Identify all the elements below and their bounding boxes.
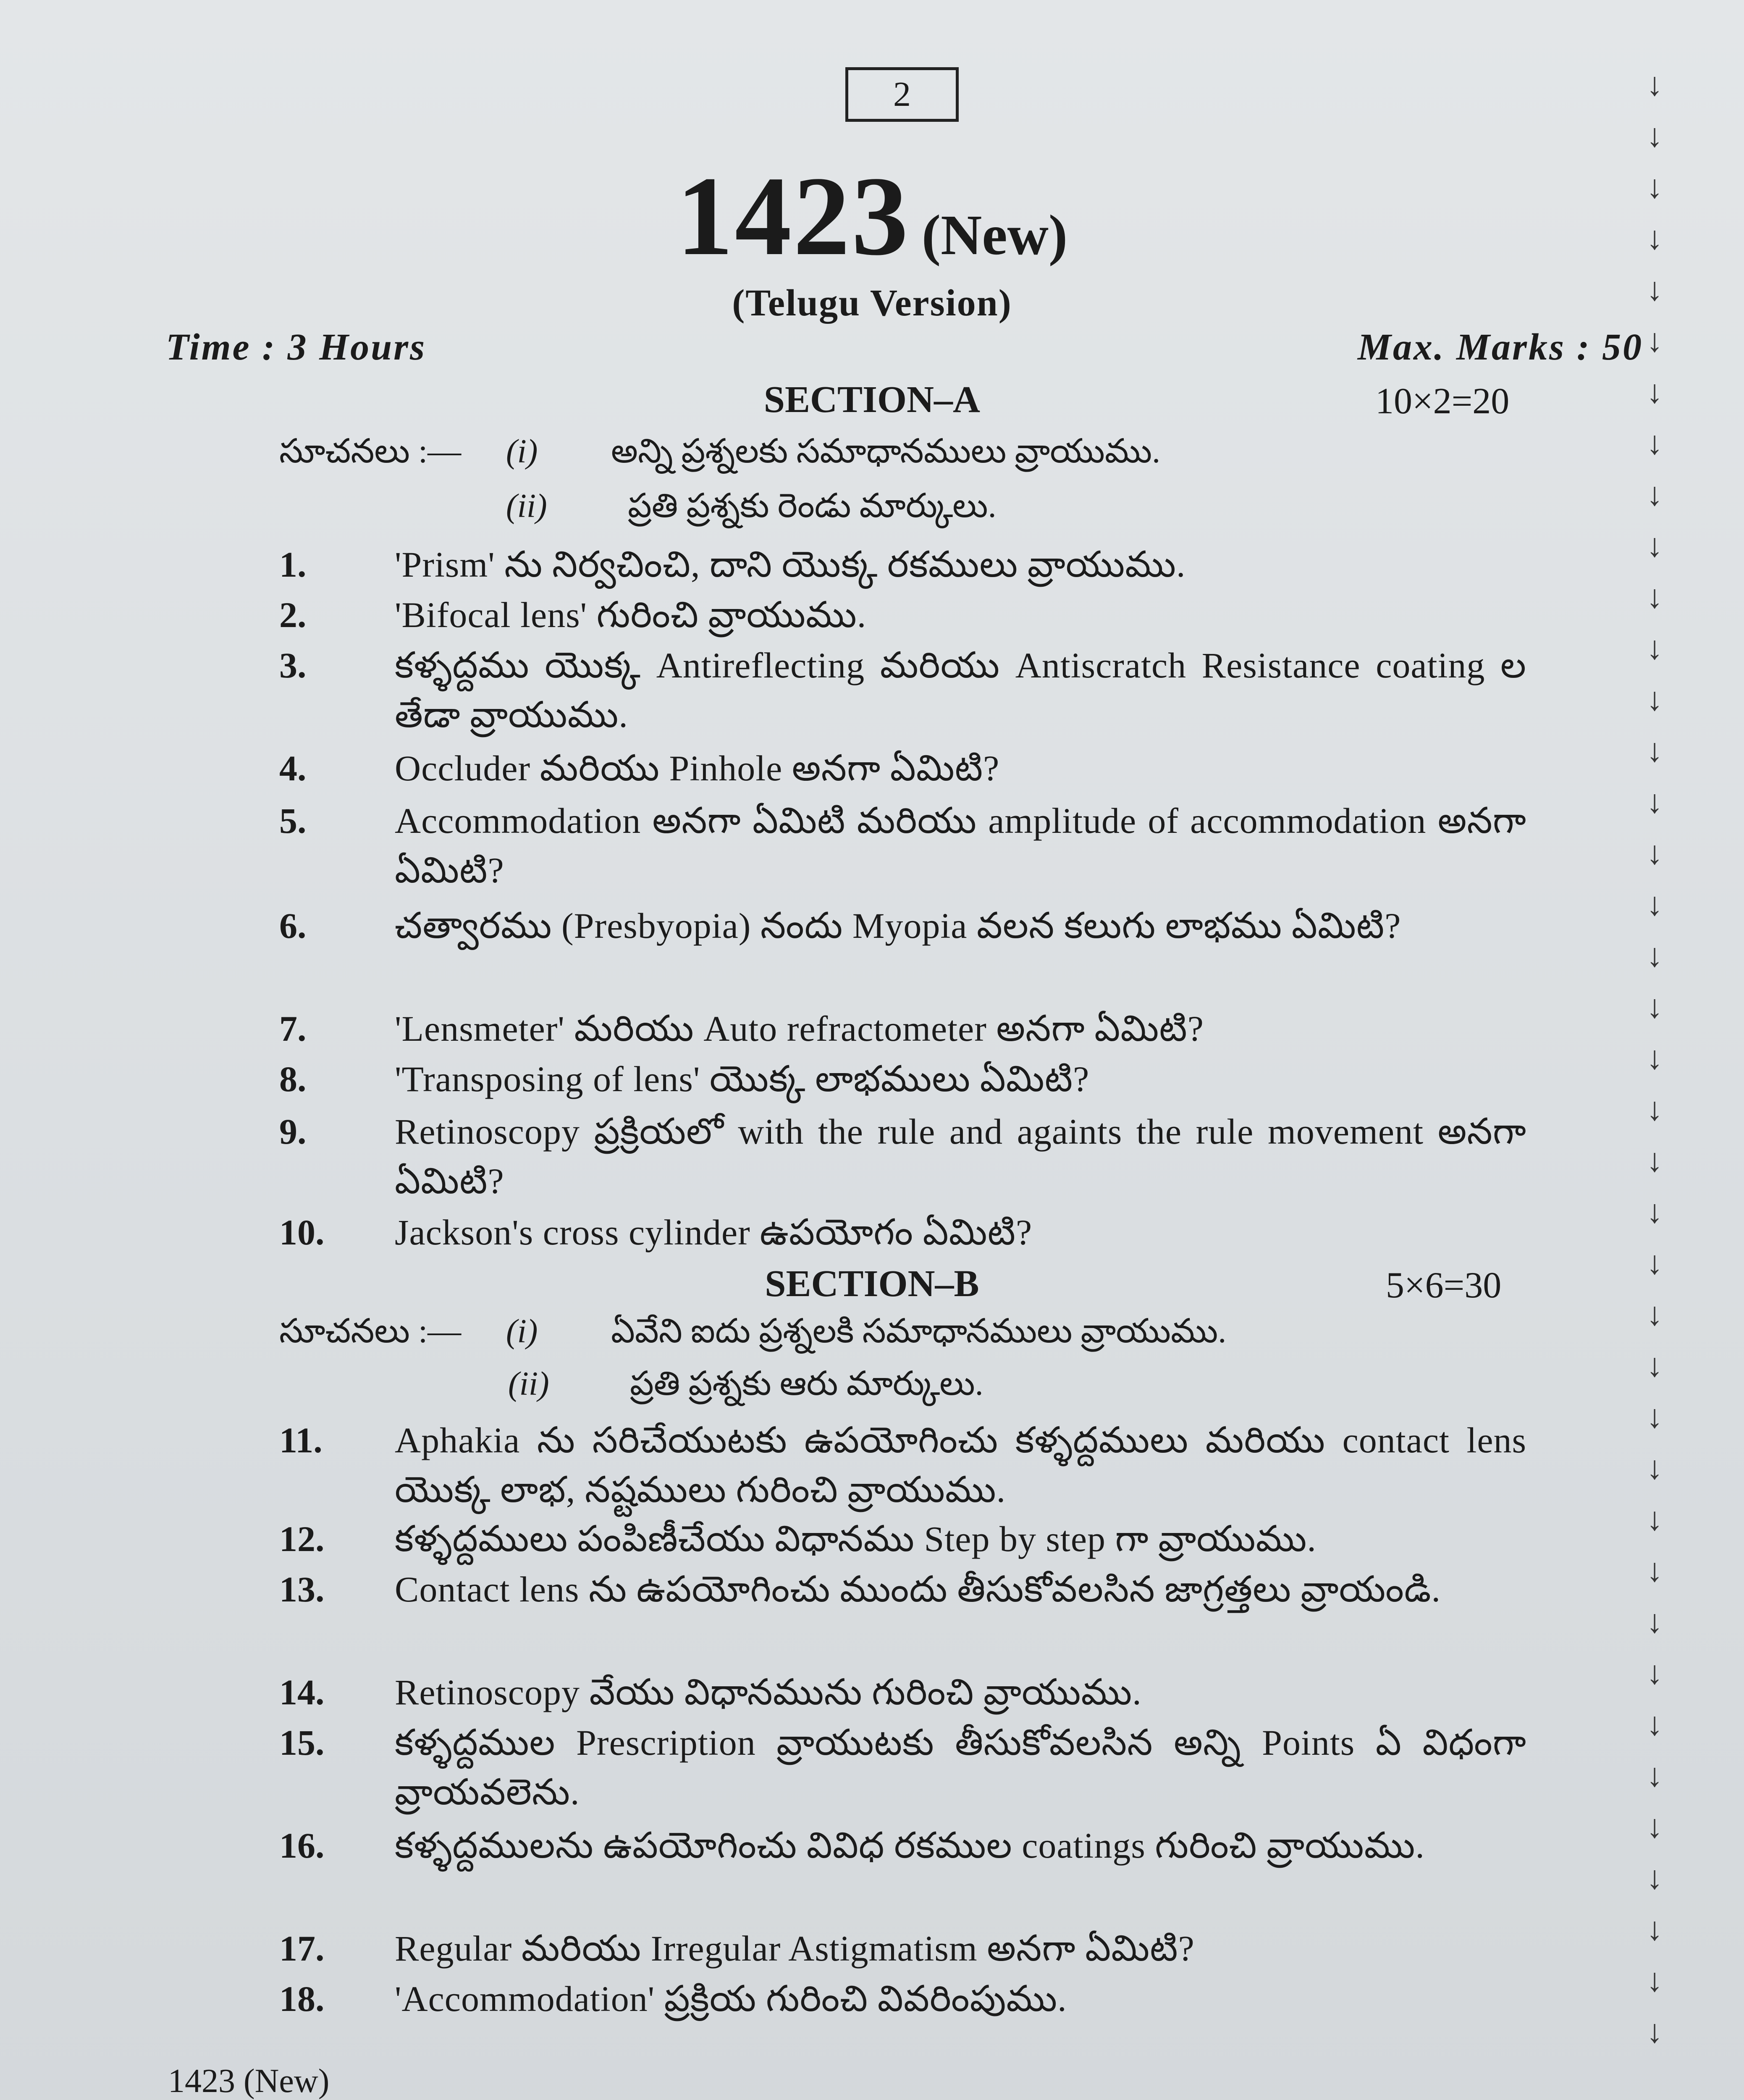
question-12 xyxy=(279,1514,1526,1564)
down-arrow-icon: ↓ xyxy=(1646,476,1663,512)
question-number: 3. xyxy=(279,645,307,685)
down-arrow-icon: ↓ xyxy=(1646,1091,1663,1127)
down-arrow-icon: ↓ xyxy=(1646,117,1663,154)
question-8 xyxy=(279,1054,1526,1104)
question-number: 6. xyxy=(279,906,307,946)
question-text: కళ్ళద్దములను ఉపయోగించు వివిధ రకముల coatings గురించి వ్రాయుము. xyxy=(395,1825,1425,1866)
question-1 xyxy=(279,540,1526,589)
question-number: 7. xyxy=(279,1008,307,1049)
down-arrow-icon: ↓ xyxy=(1646,1398,1663,1435)
question-text: Occluder మరియు Pinhole అనగా ఏమిటి? xyxy=(395,748,1000,788)
down-arrow-icon: ↓ xyxy=(1646,1244,1663,1281)
question-11 xyxy=(279,1415,1526,1515)
down-arrow-icon: ↓ xyxy=(1646,1501,1663,1537)
down-arrow-icon: ↓ xyxy=(1646,835,1663,871)
question-number: 4. xyxy=(279,748,307,788)
question-text: Aphakia ను సరిచేయుటకు ఉపయోగించు కళ్ళద్దములు మరియు contact lens యొక్క లాభ, నష్టములు గురించి వ్రాయుము. xyxy=(395,1420,1526,1510)
margin-arrows xyxy=(1631,59,1678,2057)
down-arrow-icon: ↓ xyxy=(1646,66,1663,102)
question-10 xyxy=(279,1208,1526,1257)
question-number: 10. xyxy=(279,1212,325,1252)
question-text: కళ్ళద్దము యొక్క Antireflecting మరియు Antiscratch Resistance coating ల తేడా వ్రాయుము. xyxy=(395,645,1526,735)
section-b-note-1 xyxy=(279,1312,1226,1359)
paper-code: 1423 xyxy=(676,153,910,279)
question-text: Jackson's cross cylinder ఉపయోగం ఏమిటి? xyxy=(395,1212,1033,1252)
question-number: 17. xyxy=(279,1928,325,1969)
down-arrow-icon: ↓ xyxy=(1646,2013,1663,2050)
down-arrow-icon: ↓ xyxy=(1646,1347,1663,1383)
question-text: Regular మరియు Irregular Astigmatism అనగా ఏమిటి? xyxy=(395,1928,1195,1969)
max-marks-label: Max. Marks : 50 xyxy=(1357,326,1643,368)
question-13 xyxy=(279,1564,1526,1614)
question-number: 15. xyxy=(279,1722,325,1763)
question-number: 16. xyxy=(279,1825,325,1866)
section-a-heading: SECTION–A xyxy=(763,379,981,420)
section-b-heading: SECTION–B xyxy=(765,1263,979,1305)
down-arrow-icon: ↓ xyxy=(1646,1603,1663,1640)
question-number: 2. xyxy=(279,595,307,635)
section-a-marks: 10×2=20 xyxy=(1375,381,1510,422)
note-text: ప్రతి ప్రశ్నకు ఆరు మార్కులు. xyxy=(630,1365,983,1402)
down-arrow-icon: ↓ xyxy=(1646,1859,1663,1896)
down-arrow-icon: ↓ xyxy=(1646,1654,1663,1691)
down-arrow-icon: ↓ xyxy=(1646,988,1663,1025)
question-2 xyxy=(279,590,1526,640)
question-text: చత్వారము (Presbyopia) నందు Myopia వలన కలుగు లాభము ఏమిటి? xyxy=(395,906,1401,946)
notes-label: సూచనలు :— xyxy=(279,433,462,470)
down-arrow-icon: ↓ xyxy=(1646,732,1663,769)
question-number: 12. xyxy=(279,1519,325,1559)
down-arrow-icon: ↓ xyxy=(1646,1552,1663,1588)
question-number: 9. xyxy=(279,1111,307,1152)
note-marker: (i) xyxy=(506,1313,538,1350)
question-text: 'Bifocal lens' గురించి వ్రాయుము. xyxy=(395,595,867,635)
down-arrow-icon: ↓ xyxy=(1646,630,1663,666)
down-arrow-icon: ↓ xyxy=(1646,681,1663,717)
time-label: Time : 3 Hours xyxy=(166,326,427,368)
paper-title xyxy=(0,151,1744,281)
down-arrow-icon: ↓ xyxy=(1646,783,1663,820)
question-text: Contact lens ను ఉపయోగించు ముందు తీసుకోవలసిన జాగ్రత్తలు వ్రాయండి. xyxy=(395,1569,1441,1609)
question-17 xyxy=(279,1924,1526,1973)
question-number: 5. xyxy=(279,801,307,841)
question-text: కళ్ళద్దముల Prescription వ్రాయుటకు తీసుకోవలసిన అన్ని Points ఏ విధంగా వ్రాయవలెను. xyxy=(395,1722,1526,1812)
question-7 xyxy=(279,1004,1526,1053)
notes-label: సూచనలు :— xyxy=(279,1313,462,1350)
down-arrow-icon: ↓ xyxy=(1646,1808,1663,1845)
page-number: 2 xyxy=(893,75,911,114)
section-b-marks: 5×6=30 xyxy=(1386,1265,1502,1306)
down-arrow-icon: ↓ xyxy=(1646,1142,1663,1179)
note-text: అన్ని ప్రశ్నలకు సమాధానములు వ్రాయుము. xyxy=(611,433,1161,470)
note-text: ప్రతి ప్రశ్నకు రెండు మార్కులు. xyxy=(628,488,997,525)
question-text: Retinoscopy ప్రక్రియలో with the rule and againts the rule movement అనగా ఏమిటి? xyxy=(395,1111,1526,1201)
footer-code: 1423 (New) xyxy=(168,2063,330,2100)
question-14 xyxy=(279,1667,1526,1717)
down-arrow-icon: ↓ xyxy=(1646,527,1663,564)
question-text: 'Transposing of lens' యొక్క లాభములు ఏమిటి? xyxy=(395,1059,1090,1099)
note-text: ఏవేని ఐదు ప్రశ్నలకి సమాధానములు వ్రాయుము. xyxy=(611,1313,1227,1350)
note-marker: (ii) xyxy=(508,1365,549,1402)
question-text: 'Accommodation' ప్రక్రియ గురించి వివరింపుము. xyxy=(395,1979,1067,2019)
question-number: 13. xyxy=(279,1569,325,1609)
question-text: Retinoscopy వేయు విధానమును గురించి వ్రాయుము. xyxy=(395,1672,1142,1712)
down-arrow-icon: ↓ xyxy=(1646,1296,1663,1332)
question-18 xyxy=(279,1974,1526,2024)
question-number: 14. xyxy=(279,1672,325,1712)
question-text: 'Lensmeter' మరియు Auto refractometer అనగా ఏమిటి? xyxy=(395,1008,1204,1049)
question-number: 18. xyxy=(279,1979,325,2019)
down-arrow-icon: ↓ xyxy=(1646,271,1663,307)
page-number-box xyxy=(845,67,959,122)
paper-suffix: (New) xyxy=(921,204,1068,267)
question-number: 8. xyxy=(279,1059,307,1099)
down-arrow-icon: ↓ xyxy=(1646,425,1663,461)
down-arrow-icon: ↓ xyxy=(1646,1911,1663,1947)
question-text: కళ్ళద్దములు పంపిణీచేయు విధానము Step by step గా వ్రాయుము. xyxy=(395,1519,1317,1559)
down-arrow-icon: ↓ xyxy=(1646,578,1663,615)
down-arrow-icon: ↓ xyxy=(1646,1706,1663,1742)
question-16 xyxy=(279,1821,1526,1870)
down-arrow-icon: ↓ xyxy=(1646,373,1663,410)
version-label: (Telugu Version) xyxy=(732,282,1012,324)
note-marker: (ii) xyxy=(506,488,547,525)
question-9 xyxy=(279,1107,1526,1206)
down-arrow-icon: ↓ xyxy=(1646,1449,1663,1486)
question-text: Accommodation అనగా ఏమిటి మరియు amplitude of accommodation అనగా ఏమిటి? xyxy=(395,801,1526,890)
section-b-note-2 xyxy=(508,1365,983,1411)
question-3 xyxy=(279,640,1526,740)
down-arrow-icon: ↓ xyxy=(1646,1040,1663,1076)
section-a-note-2 xyxy=(506,487,997,533)
down-arrow-icon: ↓ xyxy=(1646,1193,1663,1230)
down-arrow-icon: ↓ xyxy=(1646,220,1663,256)
note-marker: (i) xyxy=(506,433,538,470)
down-arrow-icon: ↓ xyxy=(1646,886,1663,922)
down-arrow-icon: ↓ xyxy=(1646,322,1663,359)
down-arrow-icon: ↓ xyxy=(1646,1962,1663,1998)
question-number: 11. xyxy=(279,1420,323,1460)
down-arrow-icon: ↓ xyxy=(1646,168,1663,205)
question-6 xyxy=(279,901,1526,950)
question-number: 1. xyxy=(279,544,307,585)
question-4 xyxy=(279,743,1526,793)
question-15 xyxy=(279,1718,1526,1817)
down-arrow-icon: ↓ xyxy=(1646,1757,1663,1793)
question-5 xyxy=(279,796,1526,895)
section-a-note-1 xyxy=(279,433,1160,479)
question-text: 'Prism' ను నిర్వచించి, దాని యొక్క రకములు వ్రాయుము. xyxy=(395,544,1186,585)
down-arrow-icon: ↓ xyxy=(1646,937,1663,974)
